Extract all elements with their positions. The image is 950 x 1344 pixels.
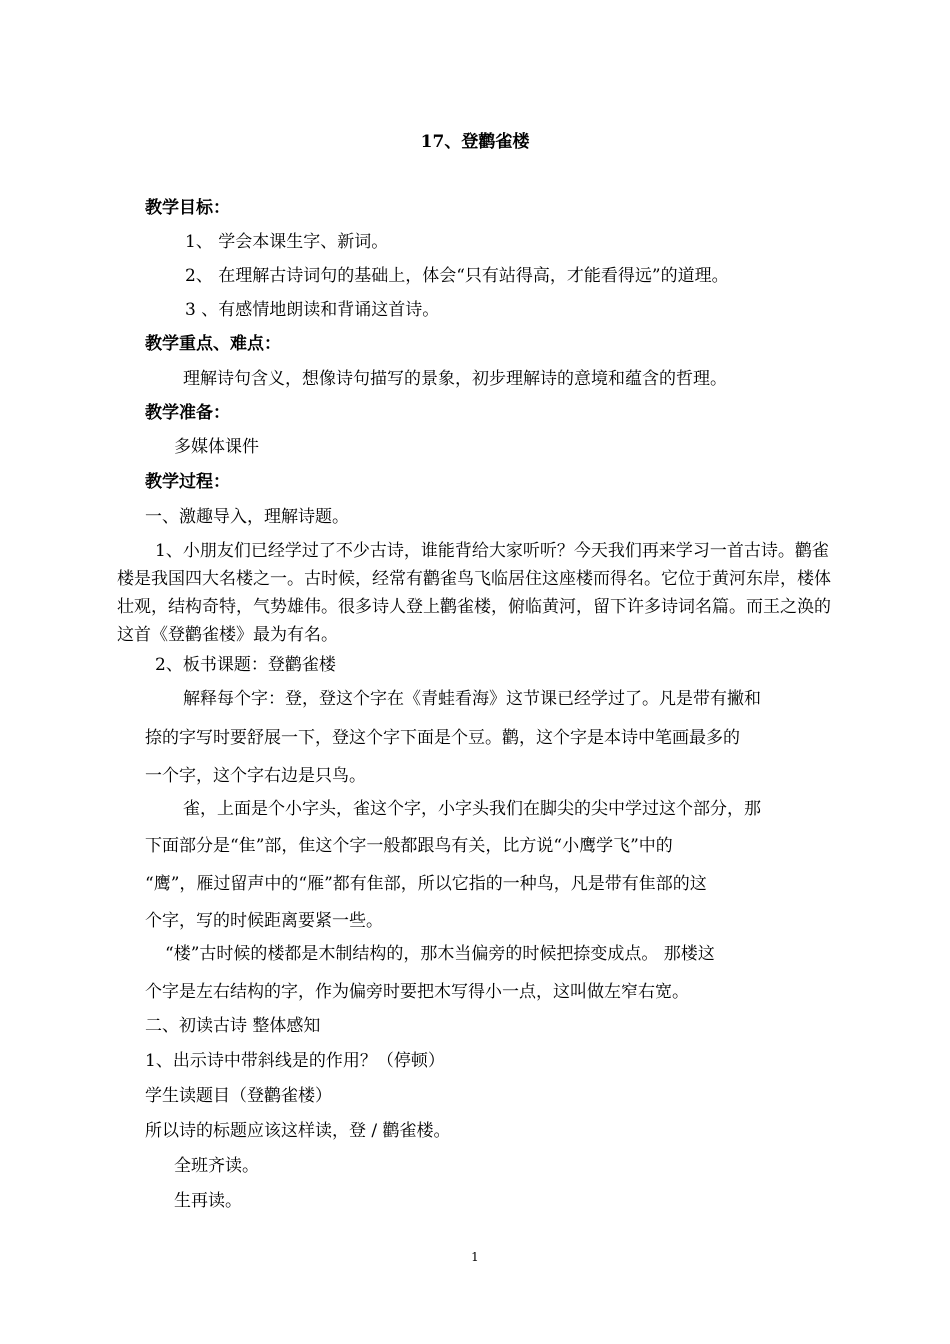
process-line: “楼”古时候的楼都是木制结构的，那木当偏旁的时候把捺变成点。 那楼这	[165, 944, 715, 964]
key-points-heading: 教学重点、难点：	[145, 334, 281, 354]
preparation-heading: 教学准备：	[145, 403, 230, 423]
process-line: 楼是我国四大名楼之一。古时候，经常有鹳雀鸟飞临居住这座楼而得名。它位于黄河东岸，楼体	[117, 569, 831, 589]
process-line: 1、出示诗中带斜线是的作用？（停顿）	[145, 1051, 445, 1071]
process-line: 二、初读古诗 整体感知	[145, 1016, 321, 1036]
process-line: 个字，写的时候距离要紧一些。	[145, 911, 383, 931]
process-line: 解释每个字：登，登这个字在《青蛙看海》这节课已经学过了。凡是带有撇和	[183, 689, 761, 709]
key-points-text: 理解诗句含义，想像诗句描写的景象，初步理解诗的意境和蕴含的哲理。	[183, 369, 727, 389]
page-number: 1	[471, 1250, 479, 1264]
process-line: 所以诗的标题应该这样读，登 / 鹳雀楼。	[145, 1121, 451, 1141]
preparation-text: 多媒体课件	[174, 437, 259, 457]
process-line: 学生读题目（登鹳雀楼）	[145, 1086, 332, 1106]
process-line: 壮观，结构奇特，气势雄伟。很多诗人登上鹳雀楼，俯临黄河，留下许多诗词名篇。而王之涣的	[117, 597, 831, 617]
process-line: 一个字，这个字右边是只鸟。	[145, 766, 366, 786]
page-title: 17、登鹳雀楼	[420, 132, 530, 152]
process-line: “鹰”，雁过留声中的“雁”都有隹部，所以它指的一种鸟，凡是带有隹部的这	[145, 874, 707, 894]
goal-item: 1、 学会本课生字、新词。	[185, 232, 389, 252]
process-line: 个字是左右结构的字，作为偏旁时要把木写得小一点，这叫做左窄右宽。	[145, 982, 689, 1002]
process-line: 下面部分是“隹”部，隹这个字一般都跟鸟有关，比方说“小鹰学飞”中的	[145, 836, 673, 856]
goal-item: 3 、有感情地朗读和背诵这首诗。	[185, 300, 440, 320]
process-line: 这首《登鹳雀楼》最为有名。	[117, 625, 338, 645]
process-line: 捺的字写时要舒展一下，登这个字下面是个豆。鹳，这个字是本诗中笔画最多的	[145, 728, 740, 748]
process-line: 一、激趣导入，理解诗题。	[145, 507, 349, 527]
process-line: 雀，上面是个小字头，雀这个字，小字头我们在脚尖的尖中学过这个部分，那	[183, 799, 761, 819]
process-heading: 教学过程：	[145, 472, 230, 492]
process-line: 生再读。	[174, 1191, 242, 1211]
goals-heading: 教学目标：	[145, 198, 230, 218]
process-line: 全班齐读。	[174, 1156, 259, 1176]
goal-item: 2、 在理解古诗词句的基础上，体会“只有站得高，才能看得远”的道理。	[185, 266, 729, 286]
process-line: 2、板书课题：登鹳雀楼	[155, 655, 336, 675]
process-line: 1、小朋友们已经学过了不少古诗，谁能背给大家听听？今天我们再来学习一首古诗。鹳雀	[155, 541, 829, 561]
